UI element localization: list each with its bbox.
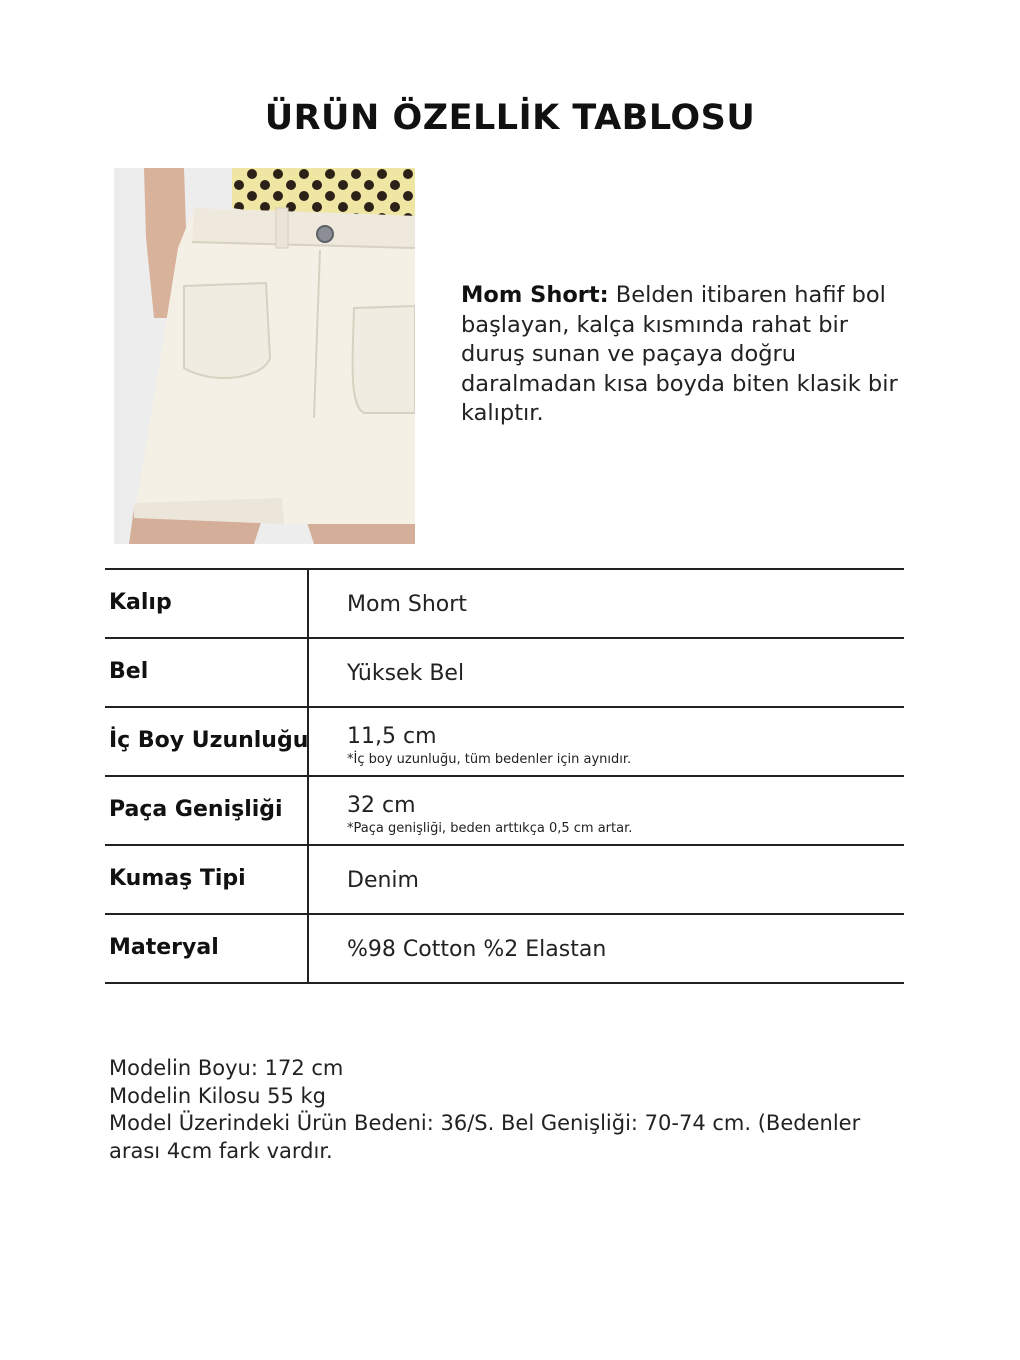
spec-label: Kumaş Tipi <box>109 866 246 891</box>
description-label: Mom Short: <box>461 282 609 308</box>
spec-row-kumas <box>105 844 904 913</box>
spec-row-bel <box>105 637 904 706</box>
spec-value: 32 cm <box>347 793 416 818</box>
spec-row-kalip <box>105 568 904 637</box>
spec-value: Mom Short <box>347 592 467 617</box>
model-size: Model Üzerindeki Ürün Bedeni: 36/S. Bel Genişliği: 70-74 cm. (Bedenler arası 4cm fark vardır. <box>109 1111 861 1163</box>
page-title: ÜRÜN ÖZELLİK TABLOSU <box>264 98 756 138</box>
spec-note: *İç boy uzunluğu, tüm bedenler için aynıdır. <box>347 752 632 767</box>
spec-row-materyal <box>105 913 904 984</box>
description-text: Belden itibaren hafif bol başlayan, kalça kısmında rahat bir duruş sunan ve paçaya doğru daralmadan kısa boyda biten klasik bir kalıptır. <box>461 282 898 426</box>
spec-value: 11,5 cm <box>347 724 437 749</box>
spec-label: Bel <box>109 659 149 684</box>
spec-label: İç Boy Uzunluğu <box>109 728 309 753</box>
spec-note: *Paça genişliği, beden arttıkça 0,5 cm artar. <box>347 821 633 836</box>
spec-label: Materyal <box>109 935 219 960</box>
model-weight: Modelin Kilosu 55 kg <box>109 1083 326 1108</box>
spec-value: %98 Cotton %2 Elastan <box>347 937 607 962</box>
spec-table <box>105 568 904 984</box>
spec-label: Kalıp <box>109 590 172 615</box>
product-description <box>461 281 911 429</box>
spec-row-paca <box>105 775 904 844</box>
spec-value: Denim <box>347 868 419 893</box>
spec-value: Yüksek Bel <box>347 661 465 686</box>
product-photo <box>114 168 415 544</box>
model-height: Modelin Boyu: 172 cm <box>109 1056 344 1080</box>
spec-label: Paça Genişliği <box>109 797 283 822</box>
model-info <box>109 1055 909 1165</box>
spec-row-ic-boy <box>105 706 904 775</box>
